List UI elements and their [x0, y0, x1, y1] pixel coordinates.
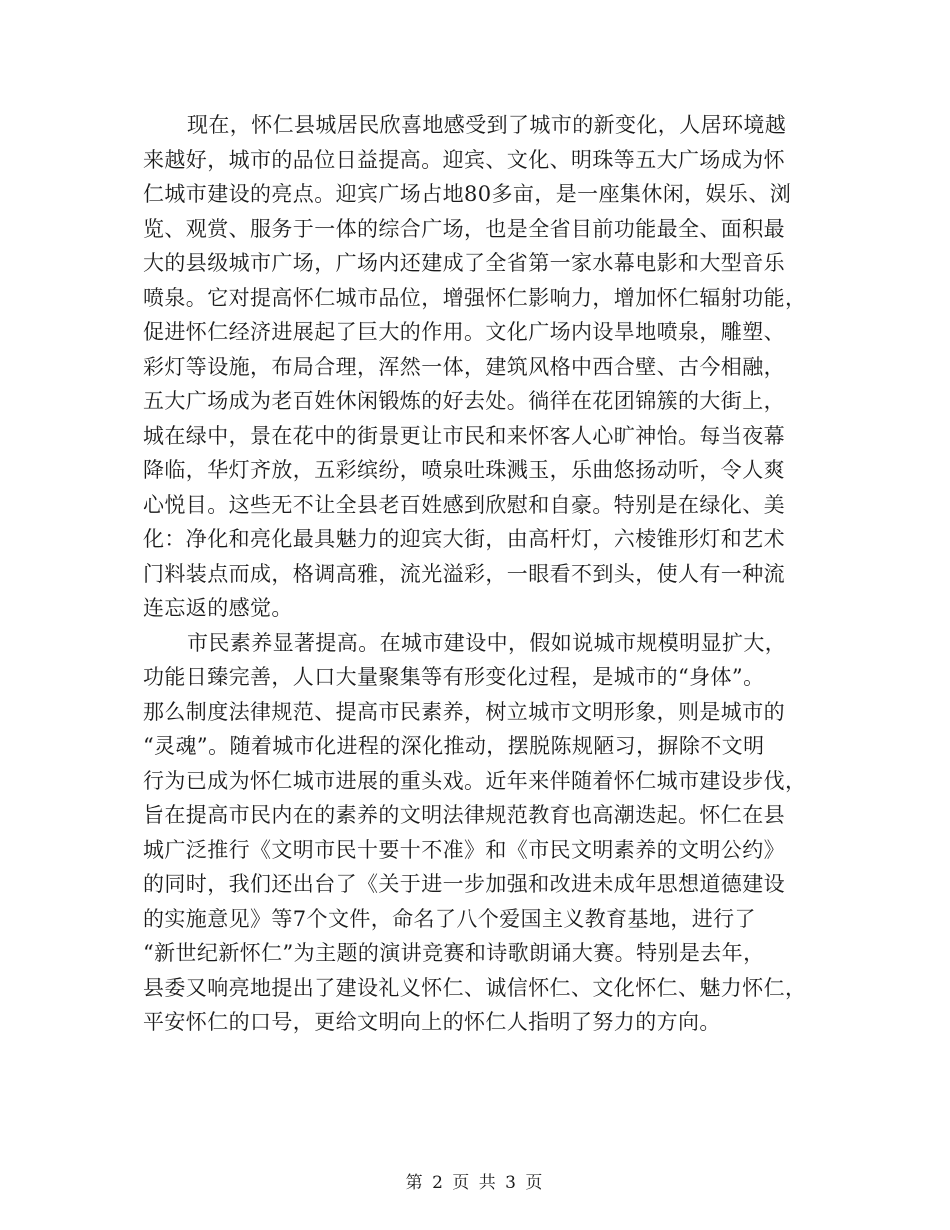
text-line: 来越好，城市的品位日益提高。迎宾、文化、明珠等五大广场成为怀: [143, 147, 785, 172]
text-line: 心悦目。这些无不让全县老百姓感到欣慰和自豪。特别是在绿化、美: [143, 492, 785, 517]
text-line: 仁城市建设的亮点。迎宾广场占地80多亩，是一座集休闲，娱乐、浏: [143, 182, 792, 206]
text-line: 现在，怀仁县城居民欣喜地感受到了城市的新变化，人居环境越: [187, 113, 787, 137]
text-line: 喷泉。它对提高怀仁城市品位，增强怀仁影响力，增加怀仁辐射功能，: [143, 285, 807, 310]
text-line: 的实施意见》等7个文件，命名了八个爱国主义教育基地，进行了: [143, 906, 756, 931]
text-line: 行为已成为怀仁城市进展的重头戏。近年来伴随着怀仁城市建设步伐，: [143, 768, 807, 793]
text-line: “新世纪新怀仁”为主题的演讲竞赛和诗歌朗诵大赛。特别是去年，: [143, 941, 765, 965]
paragraph-1: [143, 108, 809, 626]
text-line: 县委又响亮地提出了建设礼义怀仁、诚信怀仁、文化怀仁、魅力怀仁，: [143, 975, 807, 1000]
text-line: 市民素养显著提高。在城市建设中，假如说城市规模明显扩大，: [187, 630, 787, 655]
text-line: 促进怀仁经济进展起了巨大的作用。文化广场内设旱地喷泉，雕塑、: [143, 320, 785, 344]
text-line: 旨在提高市民内在的素养的文明法律规范教育也高潮迭起。怀仁在县: [143, 803, 785, 827]
text-line: 览、观赏、服务于一体的综合广场，也是全省目前功能最全、面积最: [143, 216, 785, 241]
text-line: 城广泛推行《文明市民十要十不准》和《市民文明素养的文明公约》: [143, 837, 785, 862]
paragraph-2: [143, 626, 809, 1040]
text-line: 降临，华灯齐放，五彩缤纷，喷泉吐珠溅玉，乐曲悠扬动听，令人爽: [143, 458, 785, 482]
text-line: 彩灯等设施，布局合理，浑然一体，建筑风格中西合壁、古今相融，: [143, 354, 785, 379]
text-line: 连忘返的感觉。: [143, 596, 293, 620]
text-line: 那么制度法律规范、提高市民素养，树立城市文明形象，则是城市的: [143, 699, 785, 724]
page-number-footer: 第 2 页 共 3 页: [405, 1173, 545, 1193]
text-line: 大的县级城市广场，广场内还建成了全省第一家水幕电影和大型音乐: [143, 251, 785, 275]
text-line: 门料装点而成，格调高雅，流光溢彩，一眼看不到头，使人有一种流: [143, 561, 785, 586]
text-line: “灵魂”。随着城市化进程的深化推动，摆脱陈规陋习，摒除不文明: [143, 734, 765, 758]
text-line: 平安怀仁的口号，更给文明向上的怀仁人指明了努力的方向。: [143, 1010, 721, 1034]
document-body: [143, 108, 809, 1040]
text-line: 功能日臻完善，人口大量聚集等有形变化过程，是城市的“身体”。: [143, 665, 765, 689]
text-line: 化：净化和亮化最具魅力的迎宾大街，由高杆灯，六棱锥形灯和艺术: [143, 527, 785, 551]
text-line: 城在绿中，景在花中的街景更让市民和来怀客人心旷神怡。每当夜幕: [143, 423, 785, 448]
text-line: 的同时，我们还出台了《关于进一步加强和改进未成年思想道德建设: [143, 872, 785, 896]
text-line: 五大广场成为老百姓休闲锻炼的好去处。徜徉在花团锦簇的大街上，: [143, 389, 785, 413]
